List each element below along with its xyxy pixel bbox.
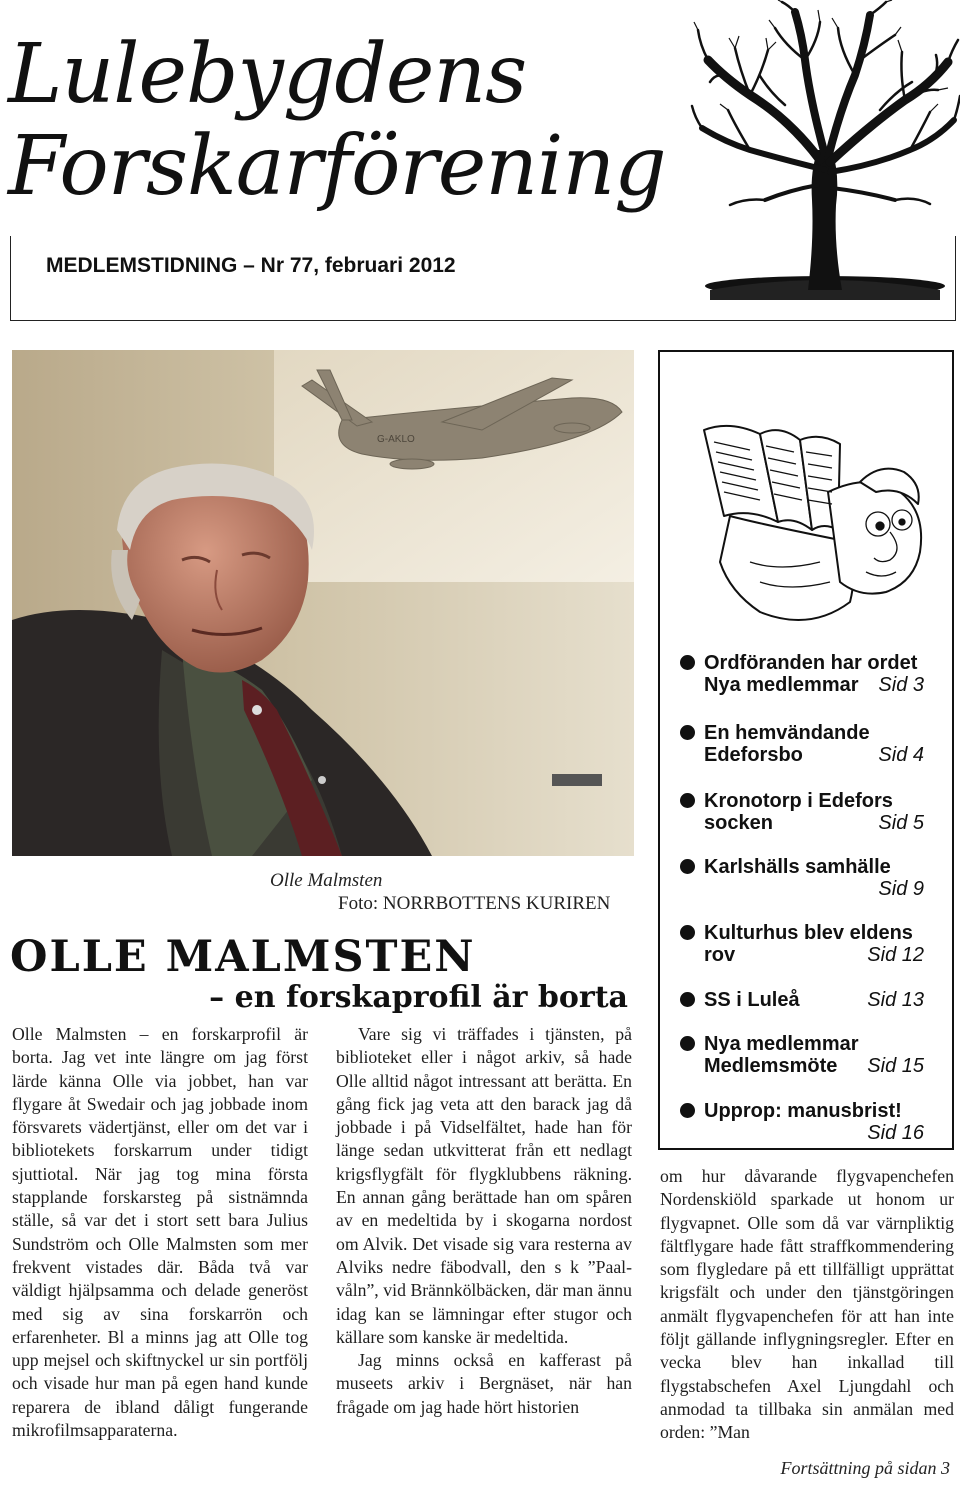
- toc-item[interactable]: [680, 652, 924, 696]
- toc-item-title: Upprop: manusbrist!: [704, 1100, 902, 1122]
- article-column-2: [336, 1023, 632, 1419]
- toc-item-title: Kulturhus blev eldens: [704, 922, 913, 944]
- bullet-dot-icon: [680, 925, 695, 940]
- photo-caption-name: Olle Malmsten: [270, 870, 383, 891]
- article-paragraph: Jag minns också en kafferast på museets arkiv i Bergnäset, när han frågade om jag hade hört historien: [336, 1350, 632, 1417]
- toc-item[interactable]: [680, 856, 924, 900]
- toc-page: Sid 4: [878, 744, 924, 766]
- toc-item-title: Karlshälls samhälle: [704, 856, 891, 878]
- toc-item-title-2: Medlemsmöte: [704, 1055, 838, 1077]
- article-paragraph: Olle Malmsten – en forskarprofil är borta. Jag vet inte längre om jag först lärde känna Olle via jobbet, han var flygare åt Swedair och jag jobbade inom försvarets vädertjänst, eller om det var i bibliotekets forskarrum under tidigt sjuttiotal. När jag tog mina första stapplande forskarsteg på sistnämnda ställe, så var det i stort sett bara Julius Sundström och Olle Malmsten som mer frekvent vistades där. Båda två var väldigt hjälpsamma och delade generöst med sig av sina forskarrön och erfarenheter. Bl a minns jag att Olle tog upp mejsel och skiftnyckel ur sin portfölj och visade hur man på egen hand kunde reparera de ibland dåligt fungerande mikrofilmsapparaterna.: [12, 1024, 308, 1441]
- article-paragraph: om hur dåvarande flygvapenchefen Nordenskiöld sparkade ut honom ur flygvapnet. Olle som då var värnpliktig fältflygare hade fått straffkommendering som flygledare på ett tillfälligt upprättat krigsfält och under den tjänstgöringen anmält flygvapenchefen för att han inte följt gällande inflygningsregler. Efter en vecka blev han inkallad till flygstabschefen Axel Ljungdahl och anmodad ta tillbaka sin anmälan med orden: ”Man: [660, 1166, 954, 1443]
- masthead: [0, 0, 960, 330]
- article-subheadline: – en forskaprofil är borta: [209, 980, 628, 1015]
- article-column-1: [12, 1023, 308, 1442]
- issue-line: MEDLEMSTIDNING – Nr 77, februari 2012: [46, 254, 456, 277]
- toc-item-title-2: rov: [704, 944, 736, 966]
- toc-page: Sid 13: [867, 989, 924, 1011]
- bullet-dot-icon: [680, 725, 695, 740]
- toc-page: Sid 15: [867, 1055, 924, 1077]
- article-headline: OLLE MALMSTEN: [10, 932, 476, 982]
- toc-item[interactable]: [680, 722, 924, 766]
- article-column-3: [660, 1165, 954, 1445]
- toc-item[interactable]: [680, 1033, 924, 1077]
- toc-item-title: Nya medlemmar: [704, 1033, 859, 1055]
- toc-page: Sid 16: [867, 1122, 924, 1144]
- toc-item-title-2: Nya medlemmar: [704, 674, 859, 696]
- toc-item-title: En hemvändande: [704, 722, 870, 744]
- toc-item-title-2: Edeforsbo: [704, 744, 803, 766]
- masthead-title-line2: Forskarförening: [8, 119, 666, 214]
- toc-item-title: Kronotorp i Edefors: [704, 790, 893, 812]
- toc-item-title-2: socken: [704, 812, 773, 834]
- bullet-dot-icon: [680, 1036, 695, 1051]
- bullet-dot-icon: [680, 655, 695, 670]
- article-paragraph: Vare sig vi träffades i tjänsten, på biblioteket eller i något arkiv, så hade Olle alltid något intressant att berätta. En gång fick jag veta att den barack jag då jobbade i på Vidselfältet, hade han för länge sedan utkvitterat från ett nedlagt krigsflygfält för flygklubbens räkning. En annan gång berättade han om spåren av en medeltida by i skogarna nordost om Alvik. Det visade sig vara resterna av Alviks nedre fäbodvall, den s k ”Paal-våln”, vid Brännkölbäcken, där man ännu idag kan se lämningar efter stugor och källare som kanske är medeltida.: [336, 1024, 632, 1347]
- toc-page: Sid 3: [878, 674, 924, 696]
- continued-note: Fortsättning på sidan 3: [780, 1458, 950, 1478]
- tree-logo-icon: [690, 0, 960, 300]
- toc-page: Sid 12: [867, 944, 924, 966]
- newspaper-reader-cartoon-icon: [690, 412, 930, 632]
- bullet-dot-icon: [680, 793, 695, 808]
- table-of-contents: [658, 350, 954, 1150]
- toc-page: Sid 5: [878, 812, 924, 834]
- bullet-dot-icon: [680, 1103, 695, 1118]
- toc-item[interactable]: [680, 989, 924, 1011]
- photo-caption-credit: Foto: NORRBOTTENS KURIREN: [338, 893, 611, 914]
- toc-item[interactable]: [680, 922, 924, 966]
- plane-registration: G-AKLO: [377, 434, 415, 445]
- toc-page: Sid 9: [878, 878, 924, 900]
- masthead-title-line1: Lulebygdens: [8, 27, 527, 122]
- portrait-photo: [12, 350, 634, 856]
- toc-item[interactable]: [680, 790, 924, 834]
- toc-item-title: SS i Luleå: [704, 989, 800, 1011]
- bullet-dot-icon: [680, 859, 695, 874]
- toc-item-title: Ordföranden har ordet: [704, 652, 918, 674]
- toc-item[interactable]: [680, 1100, 924, 1144]
